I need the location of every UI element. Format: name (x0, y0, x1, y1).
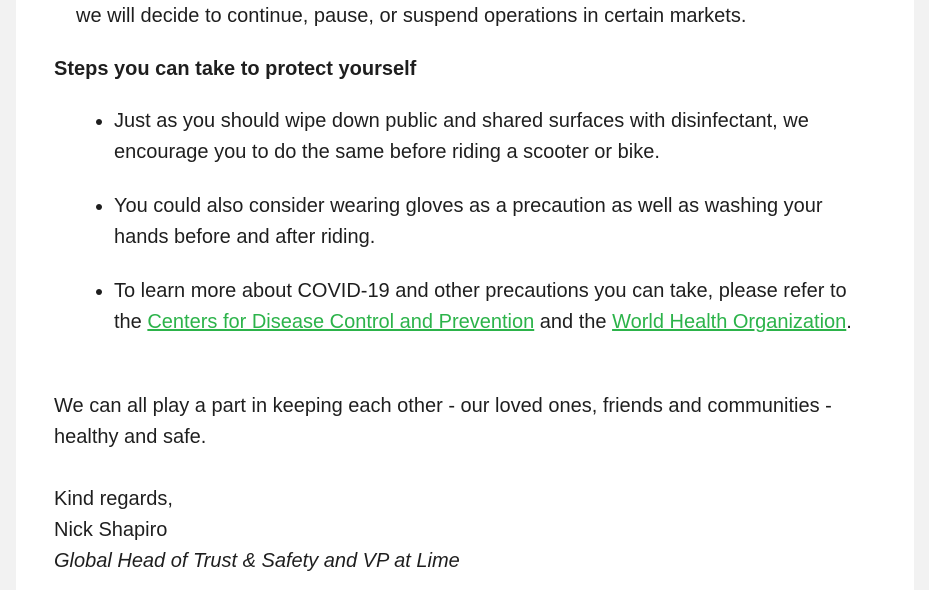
list-item (114, 106, 874, 168)
list-item (114, 191, 874, 253)
steps-list (54, 106, 874, 361)
step-text: Just as you should wipe down public and shared surfaces with disinfectant, we encourage you to do the same before riding a scooter or bike. (114, 110, 809, 163)
intro-paragraph-tail: we will decide to continue, pause, or suspend operations in certain markets. (76, 5, 747, 27)
step-text: and the (534, 311, 613, 333)
signature-block (54, 484, 460, 577)
email-body (16, 0, 914, 590)
step-text: You could also consider wearing gloves as a precaution as well as washing your hands before and after riding. (114, 195, 823, 248)
signature-greeting: Kind regards, (54, 488, 173, 510)
who-link[interactable]: World Health Organization (612, 311, 847, 333)
list-item (114, 276, 874, 338)
steps-heading: Steps you can take to protect yourself (54, 58, 417, 80)
step-text: To learn more about COVID-19 and other precautions you can take, please refer to the (114, 280, 847, 333)
signature-title: Global Head of Trust & Safety and VP at Lime (54, 550, 460, 572)
closing-paragraph: We can all play a part in keeping each other - our loved ones, friends and communities - healthy and safe. (54, 395, 832, 448)
signature-name: Nick Shapiro (54, 519, 168, 541)
step-text: . (846, 311, 852, 333)
cdc-link[interactable]: Centers for Disease Control and Prevention (147, 311, 535, 333)
